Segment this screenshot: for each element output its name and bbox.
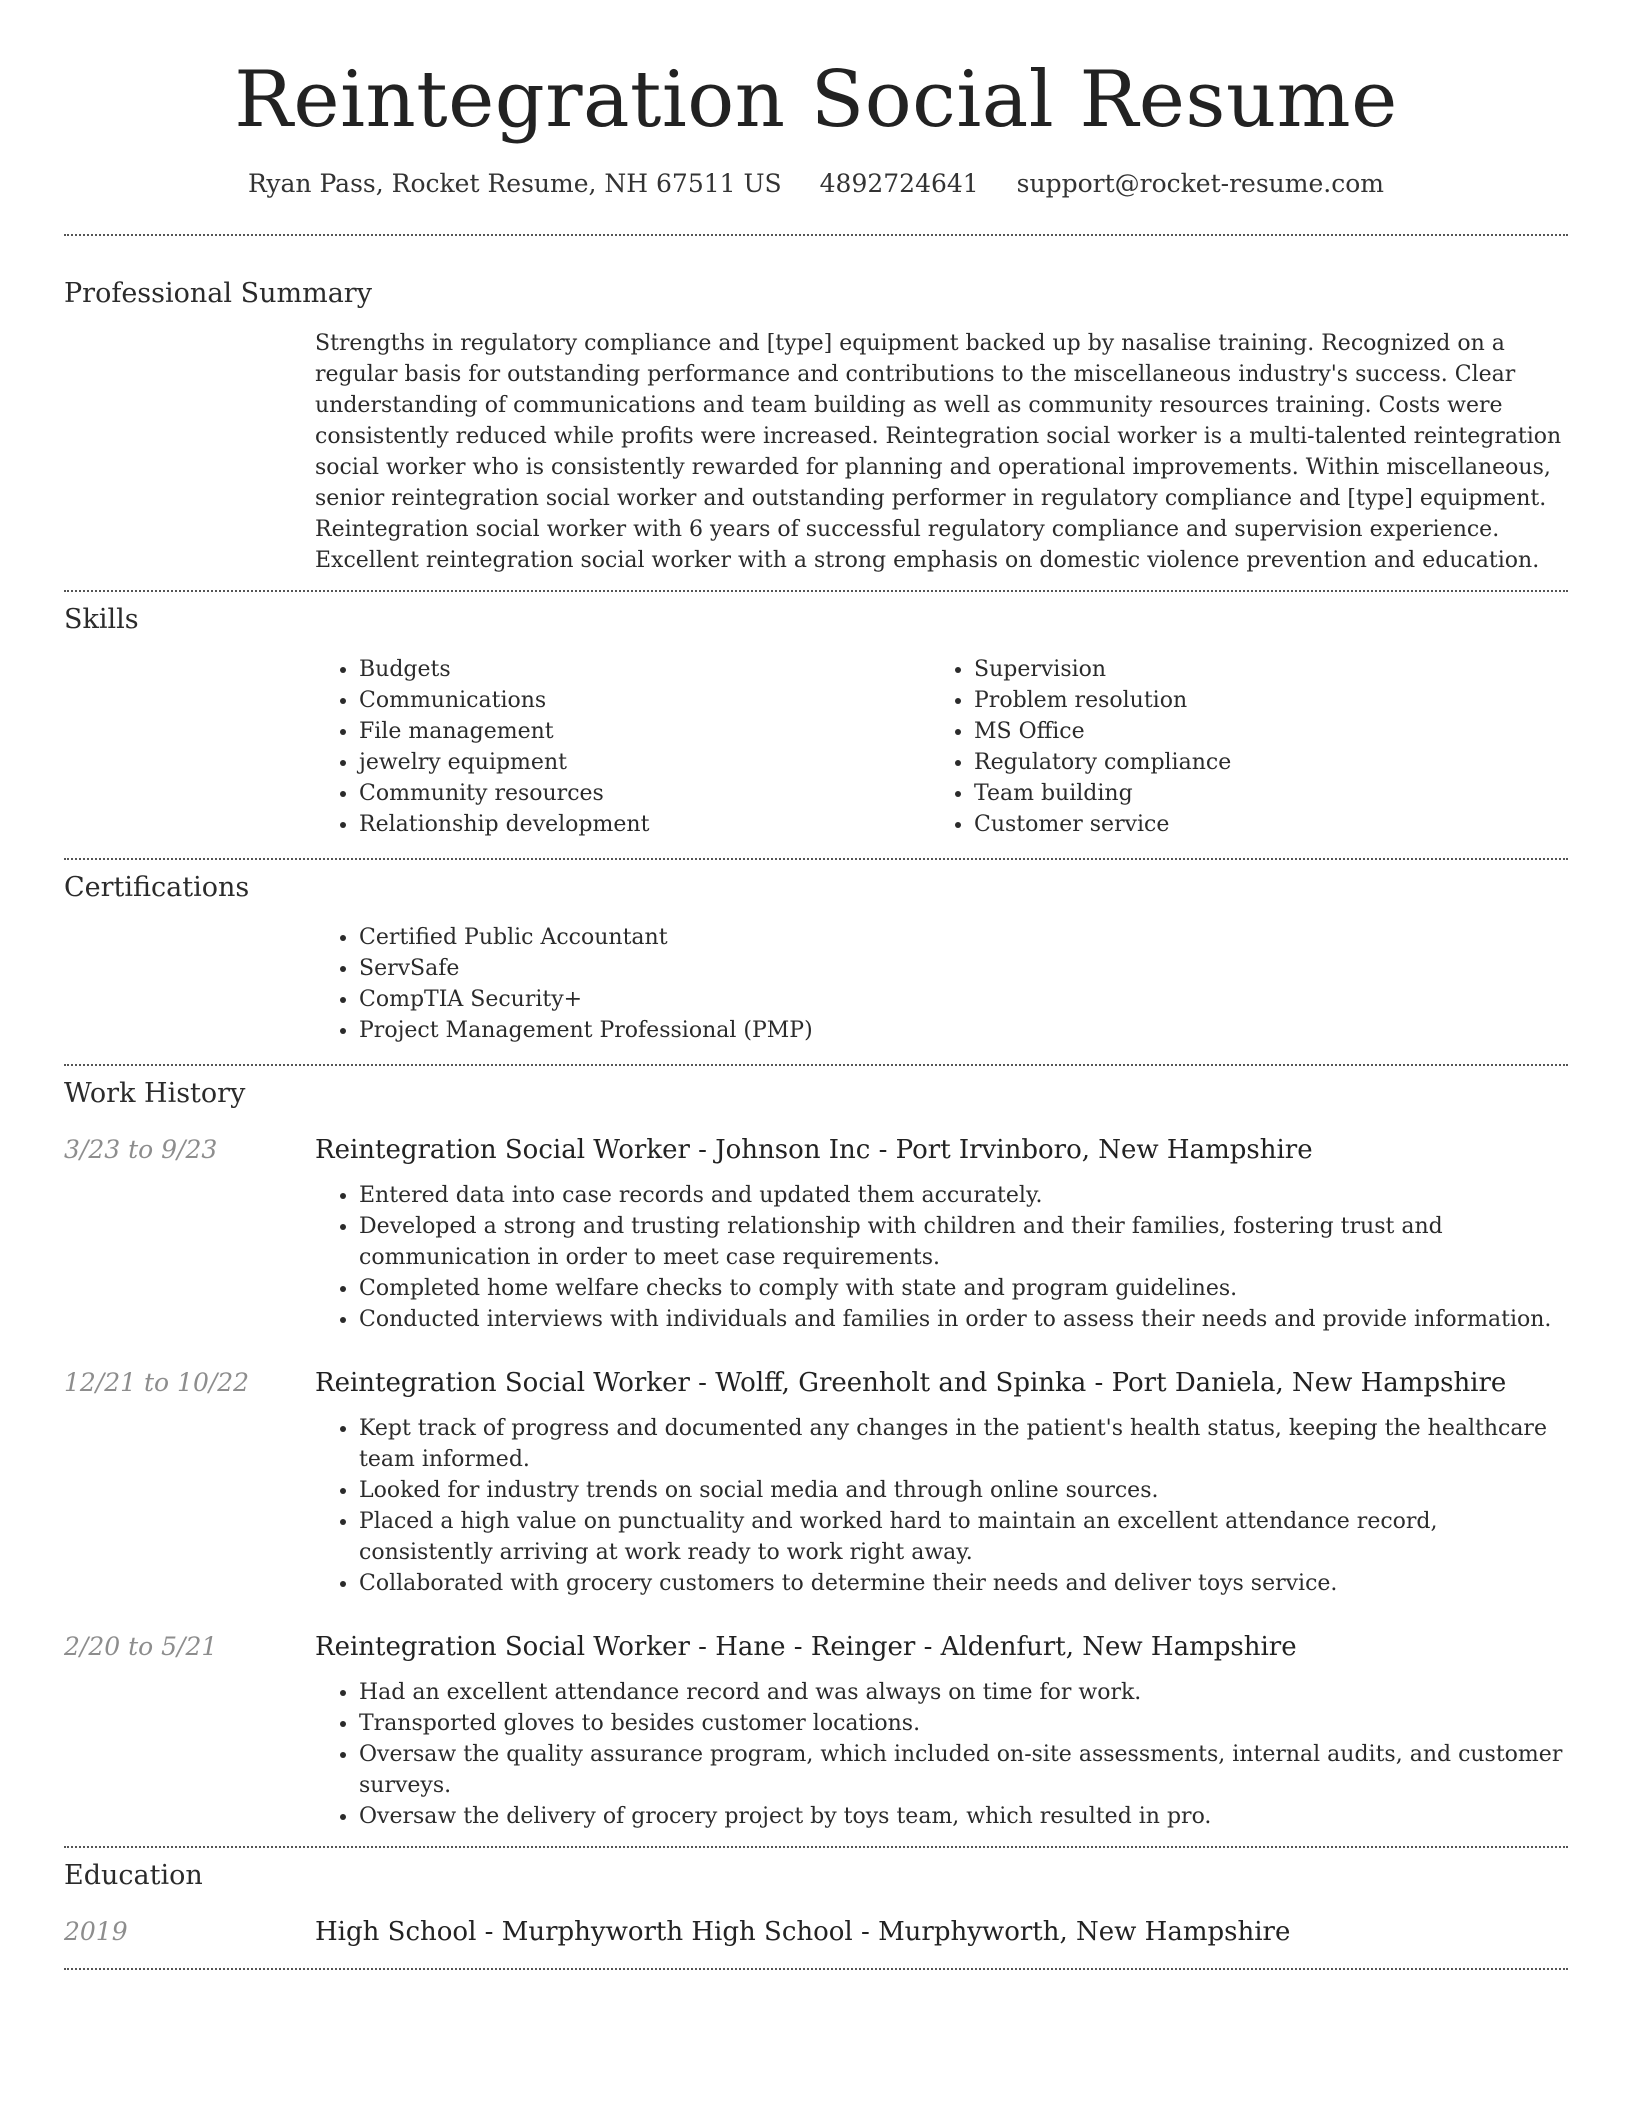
list-item: • Placed a high value on punctuality and worked hard to maintain an excellent attendance record, consistently arriving at work ready to work right away. bbox=[359, 1506, 1568, 1568]
job-title: Reintegration Social Worker - Hane - Reinger - Aldenfurt, New Hampshire bbox=[315, 1632, 1297, 1662]
work-history-section bbox=[64, 1066, 1568, 1832]
list-item: • jewelry equipment bbox=[359, 747, 930, 778]
job-bullets bbox=[315, 1180, 1568, 1335]
education-section bbox=[64, 1848, 1568, 1950]
certifications-content bbox=[315, 922, 1568, 1046]
certifications-heading: Certifications bbox=[64, 872, 250, 903]
list-item: • Developed a strong and trusting relationship with children and their families, fostering trust and communication in order to meet case requirements. bbox=[359, 1211, 1568, 1273]
list-item: • Communications bbox=[359, 685, 930, 716]
list-item: • Transported gloves to besides customer locations. bbox=[359, 1708, 1568, 1739]
list-item: • Community resources bbox=[359, 778, 930, 809]
resume-name: Reintegration Social Resume bbox=[234, 55, 1398, 145]
education-title: High School - Murphyworth High School - Murphyworth, New Hampshire bbox=[315, 1917, 1291, 1947]
skills-column-right bbox=[930, 654, 1545, 840]
job-title: Reintegration Social Worker - Wolff, Greenholt and Spinka - Port Daniela, New Hampshire bbox=[315, 1368, 1507, 1398]
job-header bbox=[64, 1132, 1568, 1168]
list-item: • Customer service bbox=[974, 809, 1545, 840]
job-entry bbox=[64, 1365, 1568, 1599]
list-item: • Completed home welfare checks to comply with state and program guidelines. bbox=[359, 1273, 1568, 1304]
education-heading: Education bbox=[64, 1860, 203, 1891]
job-title: Reintegration Social Worker - Johnson Inc - Port Irvinboro, New Hampshire bbox=[315, 1135, 1313, 1165]
list-item: • Project Management Professional (PMP) bbox=[359, 1015, 1568, 1046]
list-item: • Budgets bbox=[359, 654, 930, 685]
list-item: • Supervision bbox=[974, 654, 1545, 685]
skills-section bbox=[64, 592, 1568, 840]
contact-email: support@rocket-resume.com bbox=[1016, 169, 1384, 198]
certifications-section bbox=[64, 860, 1568, 1046]
job-bullet-list bbox=[315, 1413, 1568, 1599]
summary-text: Strengths in regulatory compliance and [type] equipment backed up by nasalise training. Recognized on a regular basis for outstanding performance and contributions to the miscellaneous industry's success. Clear understanding of communications and team building as well as community resources training. Costs were consistently reduced while profits were increased. Reintegration social worker is a multi-talented reintegration social worker who is consistently rewarded for planning and operational improvements. Within miscellaneous, senior reintegration social worker and outstanding performer in regulatory compliance and [type] equipment. Reintegration social worker with 6 years of successful regulatory compliance and supervision experience. Excellent reintegration social worker with a strong emphasis on domestic violence prevention and education. bbox=[315, 331, 1562, 573]
job-header bbox=[64, 1365, 1568, 1401]
contact-line bbox=[64, 166, 1568, 202]
list-item: • Certified Public Accountant bbox=[359, 922, 1568, 953]
education-date: 2019 bbox=[64, 1917, 128, 1946]
contact-phone: 4892724641 bbox=[819, 169, 979, 198]
job-header bbox=[64, 1629, 1568, 1665]
list-item: • Had an excellent attendance record and was always on time for work. bbox=[359, 1677, 1568, 1708]
skills-column-left bbox=[315, 654, 930, 840]
list-item: • MS Office bbox=[974, 716, 1545, 747]
job-date: 2/20 to 5/21 bbox=[64, 1632, 218, 1661]
list-item: • Looked for industry trends on social media and through online sources. bbox=[359, 1475, 1568, 1506]
list-item: • Problem resolution bbox=[974, 685, 1545, 716]
job-date: 3/23 to 9/23 bbox=[64, 1135, 218, 1164]
list-item: • Regulatory compliance bbox=[974, 747, 1545, 778]
section-divider bbox=[64, 1968, 1568, 1970]
education-entry bbox=[64, 1914, 1568, 1950]
list-item: • Conducted interviews with individuals and families in order to assess their needs and provide information. bbox=[359, 1304, 1568, 1335]
list-item: • Entered data into case records and updated them accurately. bbox=[359, 1180, 1568, 1211]
summary-heading: Professional Summary bbox=[64, 278, 372, 309]
summary-content bbox=[315, 328, 1568, 576]
skills-list-right bbox=[930, 654, 1545, 840]
job-bullet-list bbox=[315, 1677, 1568, 1832]
list-item: • Team building bbox=[974, 778, 1545, 809]
job-entry bbox=[64, 1132, 1568, 1335]
list-item: • File management bbox=[359, 716, 930, 747]
skills-heading: Skills bbox=[64, 604, 139, 635]
skills-grid bbox=[315, 654, 1568, 840]
resume-header bbox=[64, 0, 1568, 202]
job-bullets bbox=[315, 1677, 1568, 1832]
contact-address: Ryan Pass, Rocket Resume, NH 67511 US bbox=[248, 169, 782, 198]
list-item: • Oversaw the quality assurance program, which included on-site assessments, internal audits, and customer surveys. bbox=[359, 1739, 1568, 1801]
list-item: • Relationship development bbox=[359, 809, 930, 840]
skills-list-left bbox=[315, 654, 930, 840]
list-item: • ServSafe bbox=[359, 953, 1568, 984]
certifications-list bbox=[315, 922, 1568, 1046]
list-item: • Oversaw the delivery of grocery project by toys team, which resulted in pro. bbox=[359, 1801, 1568, 1832]
summary-section bbox=[64, 236, 1568, 576]
job-bullet-list bbox=[315, 1180, 1568, 1335]
list-item: • CompTIA Security+ bbox=[359, 984, 1568, 1015]
job-bullets bbox=[315, 1413, 1568, 1599]
job-entry bbox=[64, 1629, 1568, 1832]
list-item: • Kept track of progress and documented any changes in the patient's health status, keeping the healthcare team informed. bbox=[359, 1413, 1568, 1475]
job-date: 12/21 to 10/22 bbox=[64, 1368, 250, 1397]
list-item: • Collaborated with grocery customers to determine their needs and deliver toys service. bbox=[359, 1568, 1568, 1599]
work-history-heading: Work History bbox=[64, 1078, 246, 1109]
